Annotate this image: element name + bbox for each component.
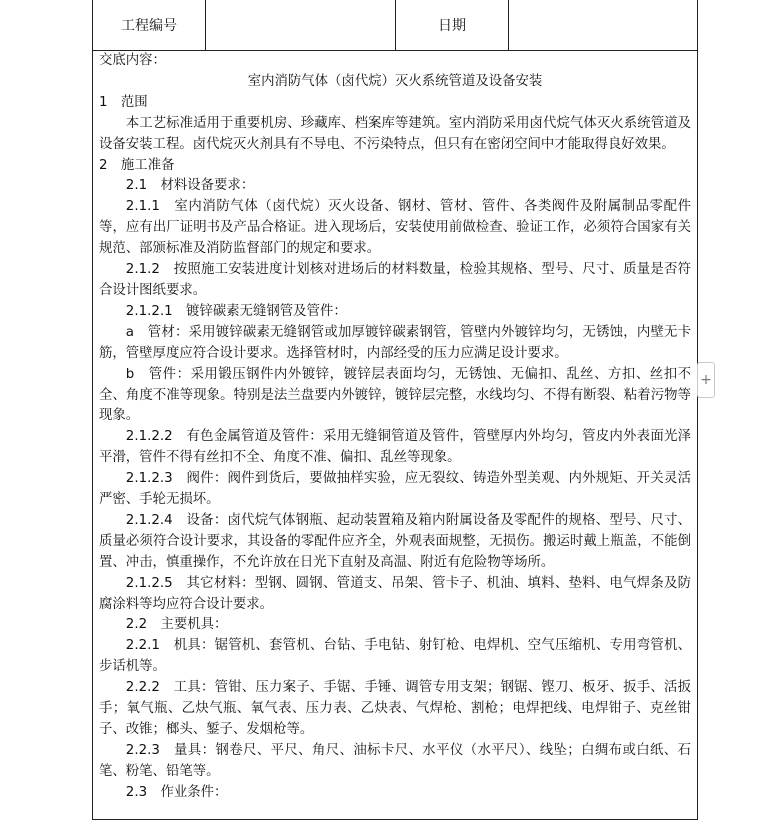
paragraph: 2.2.3 量具：钢卷尺、平尺、角尺、油标卡尺、水平仪（水平尺）、线坠；白绸布或白纸、石笔、粉笔、铅笔等。 [99, 742, 691, 779]
date-value[interactable] [509, 0, 697, 50]
paragraph: 2.1.2.3 阀件：阀件到货后，要做抽样实验，应无裂纹、铸造外型美观、内外规矩、开关灵活严密、手轮无损坏。 [99, 471, 691, 508]
date-label: 日期 [396, 0, 509, 50]
paragraph: 2.1.2.4 设备：卤代烷气体钢瓶、起动装置箱及箱内附属设备及零配件的规格、型号、尺寸、质量必须符合设计要求，其设备的零配件应齐全，外观表面规整，无损伤。搬运时戴上瓶盖，不能倒置、冲击，慎重操作，不允许放在日光下直射及高温、附近有危险物等场所。 [99, 512, 691, 570]
paragraph: 2 施工准备 [99, 157, 175, 173]
paragraph: 本工艺标准适用于重要机房、珍藏库、档案库等建筑。室内消防采用卤代烷气体灭火系统管道及设备安装工程。卤代烷灭火剂具有不导电、不污染特点，但只有在密闭空间中才能取得良好效果。 [99, 115, 691, 152]
paragraph: 2.1.1 室内消防气体（卤代烷）灭火设备、钢材、管材、管件、各类阀件及附属制品零配件等，应有出厂证明书及产品合格证。进入现场后，安装使用前做检查、验证工作，必须符合国家有关规范、部颁标准及消防监督部门的规定和要求。 [99, 199, 691, 257]
paragraph: 2.2.1 机具：锯管机、套管机、台钻、手电钻、射钉枪、电焊机、空气压缩机、专用弯管机、步话机等。 [99, 638, 691, 675]
content-area [99, 51, 691, 804]
paragraph: 2.3 作业条件： [125, 784, 228, 800]
document-sheet [92, 0, 698, 820]
paragraph: 2.1.2.5 其它材料：型钢、圆钢、管道支、吊架、管卡子、机油、填料、垫料、电气焊条及防腐涂料等均应符合设计要求。 [99, 575, 691, 612]
document-title: 室内消防气体（卤代烷）灭火系统管道及设备安装 [247, 73, 543, 89]
paragraph: 2.1.2.1 镀锌碳素无缝钢管及管件： [125, 303, 347, 319]
paragraph: 2.2.2 工具：管钳、压力案子、手锯、手锤、调管专用支架；钢锯、铿刀、板牙、扳手、活扳手；氧气瓶、乙炔气瓶、氧气表、压力表、乙炔表、气焊枪、割枪；电焊把线、电焊钳子、克丝钳子、改锥；榔头、錾子、发烟枪等。 [99, 680, 691, 737]
add-icon[interactable] [697, 362, 715, 398]
paragraph: 1 范围 [99, 94, 148, 110]
paragraph: 2.2 主要机具： [125, 617, 228, 633]
project-no-label: 工程编号 [93, 0, 206, 50]
header-table [93, 0, 697, 51]
paragraph: 2.1.2 按照施工安装进度计划核对进场后的材料数量，检验其规格、型号、尺寸、质量是否符合设计图纸要求。 [99, 262, 691, 298]
paragraph-list [99, 93, 691, 804]
paragraph: a 管材：采用镀锌碳素无缝钢管或加厚镀锌碳素钢管，管壁内外镀锌均匀，无锈蚀，内壁无卡筋，管壁厚度应符合设计要求。选择管材时，内部经受的压力应满足设计要求。 [99, 324, 691, 361]
content-intro: 交底内容： [99, 53, 166, 68]
paragraph: b 管件：采用锻压钢件内外镀锌，镀锌层表面均匀，无锈蚀、无偏扣、乱丝、方扣、丝扣不全、角度不准等现象。特别是法兰盘要内外镀锌，镀锌层完整，水线均匀、不得有断裂、粘着污物等现象。 [99, 366, 691, 424]
add-button-label: + [700, 372, 712, 388]
project-no-value[interactable] [206, 0, 396, 50]
paragraph: 2.1 材料设备要求： [125, 178, 255, 194]
paragraph: 2.1.2.2 有色金属管道及管件：采用无缝铜管道及管件，管壁厚内外均匀，管皮内外表面光泽平滑，管件不得有丝扣不全、角度不准、偏扣、乱丝等现象。 [99, 429, 691, 466]
